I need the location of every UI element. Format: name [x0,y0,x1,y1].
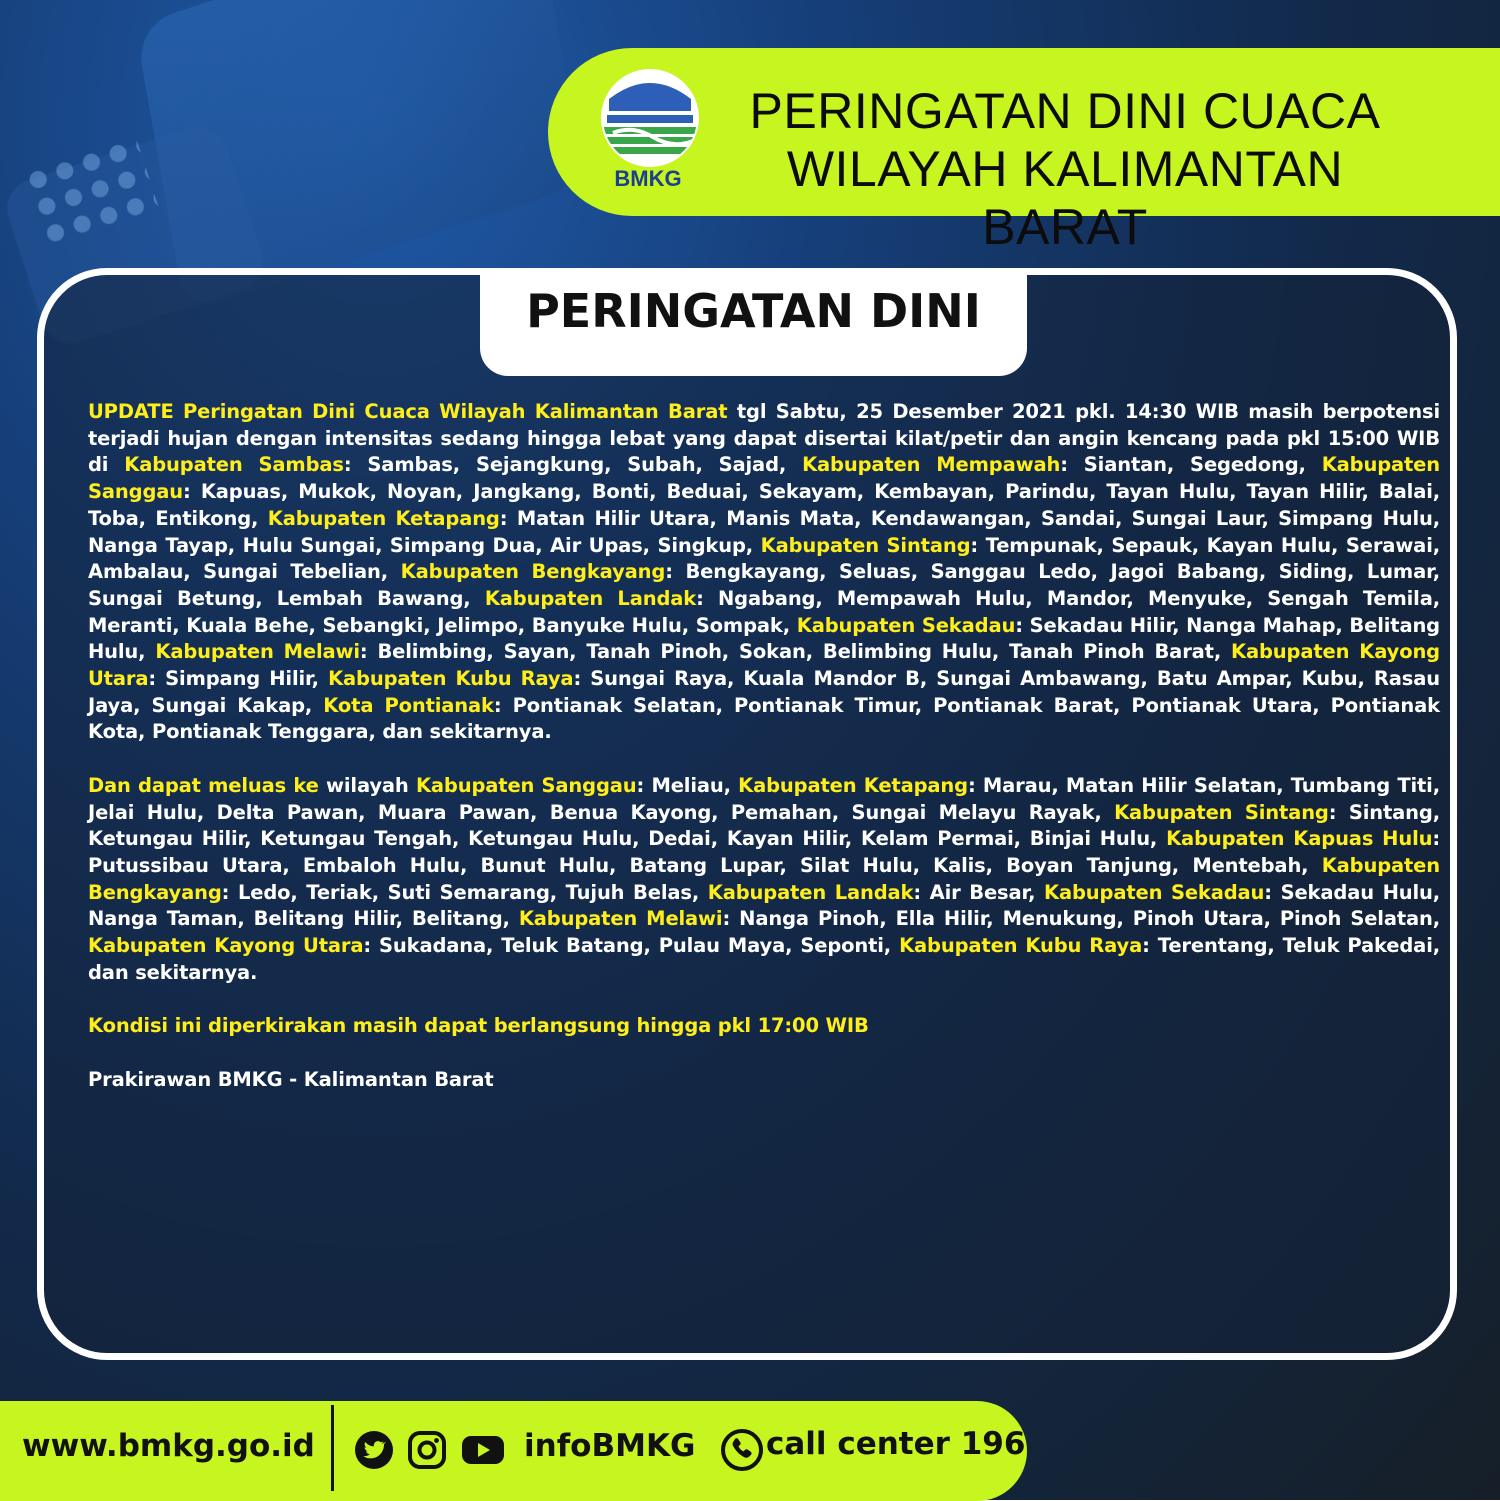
region-text: : Sekadau Hilir, Nanga Mahap, Belitang Hulu, [88,613,1440,664]
region-text: : Bengkayang, Seluas, Sanggau Ledo, Jagoi Babang, Siding, Lumar, Sungai Betung, Lembah Bawang, [88,560,1440,610]
region-highlight: Kabupaten Bengkayang [88,853,1440,904]
region-text: : Nanga Pinoh, Ella Hilir, Menukung, Pinoh Utara, Pinoh Selatan, [722,907,1441,931]
instagram-icon[interactable] [407,1430,447,1470]
region-highlight: Kabupaten Kubu Raya [899,934,1143,958]
region-text: : Marau, Matan Hilir Selatan, Tumbang Titi, Jelai Hulu, Delta Pawan, Muara Pawan, Benua Kayong, Pemahan, Sungai Melayu Rayak, [88,773,1440,824]
region-text: : Siantan, Segedong, [1060,453,1322,477]
call-center[interactable]: call center 196 [766,1426,1026,1462]
bmkg-logo [598,66,698,194]
region-text: : Pontianak Selatan, Pontianak Timur, Pontianak Barat, Pontianak Utara, Pontianak Kota, Pontianak Tenggara, dan sekitarnya. [88,693,1440,744]
region-highlight: Kabupaten Bengkayang [400,560,666,584]
region-highlight: Kabupaten Mempawah [802,453,1061,477]
region-highlight: Kabupaten Kapuas Hulu [1166,827,1433,851]
region-highlight: Kabupaten Sintang [1114,800,1329,824]
region-text: : Terentang, Teluk Pakedai, dan sekitarnya. [88,934,1440,984]
youtube-icon[interactable] [460,1430,506,1470]
region-text: : Air Besar, [913,880,1044,904]
header-title [720,82,1410,256]
region-text: : Kapuas, Mukok, Noyan, Jangkang, Bonti, Beduai, Sekayam, Kembayan, Parindu, Tayan Hulu, Tayan Hilir, Balai, Toba, Entikong, [88,480,1440,530]
region-text: : Belimbing, Sayan, Tanah Pinoh, Sokan, Belimbing Hulu, Tanah Pinoh Barat, [359,640,1232,664]
region-text: : Sekadau Hulu, Nanga Taman, Belitang Hilir, Belitang, [88,880,1441,931]
bmkg-logo-emblem-icon [601,69,699,167]
warning-content [88,399,1440,1120]
card-tab-title: PERINGATAN DINI [526,284,981,338]
region-highlight: Kabupaten Melawi [518,907,723,931]
region-text: : Sintang, Ketungau Hilir, Ketungau Tengah, Ketungau Hulu, Dedai, Kayan Hilir, Kelam Permai, Binjai Hulu, [88,800,1440,851]
region-text: : Ngabang, Mempawah Hulu, Mandor, Menyuke, Sengah Temila, Meranti, Kuala Behe, Sebangki, Jelimpo, Banyuke Hulu, Sompak, [88,586,1440,637]
forecaster-signature: Prakirawan BMKG - Kalimantan Barat [88,1067,494,1091]
region-highlight: Kabupaten Sanggau [88,453,1440,504]
region-highlight: Kabupaten Kayong Utara [88,934,364,958]
region-text: : Simpang Hilir, [148,667,329,691]
region-text: : Sambas, Sejangkung, Subah, Sajad, [343,453,803,477]
region-text: : Sungai Raya, Kuala Mandor B, Sungai Ambawang, Batu Ampar, Kubu, Rasau Jaya, Sungai Kakap, [88,667,1440,717]
region-highlight: Kabupaten Sintang [760,533,971,557]
region-text: : Sukadana, Teluk Batang, Pulau Maya, Seponti, [363,934,900,958]
region-highlight: Dan dapat meluas ke [88,773,319,797]
warning-paragraph-main [88,399,1440,746]
region-highlight: Kabupaten Kubu Raya [328,667,574,691]
region-highlight: Kabupaten Kayong Utara [88,640,1440,691]
website-link[interactable]: www.bmkg.go.id [22,1428,315,1464]
condition-note: Kondisi ini diperkirakan masih dapat berlangsung hingga pkl 17:00 WIB [88,1014,869,1038]
region-highlight: Kabupaten Melawi [155,640,360,664]
region-highlight: Kabupaten Sanggau [415,773,637,797]
region-text: tgl Sabtu, 25 Desember 2021 pkl. 14:30 WIB masih berpotensi terjadi hujan dengan intensitas sedang hingga lebat yang dapat disertai kilat/petir dan angin kencang pada pkl 15:00 WIB di [88,400,1441,477]
region-highlight: Kabupaten Ketapang [738,773,968,797]
region-highlight: Kabupaten Sekadau [1044,880,1265,904]
region-highlight: UPDATE Peringatan Dini Cuaca Wilayah Kalimantan Barat [88,400,728,423]
region-text: : Meliau, [636,773,739,797]
region-highlight: Kabupaten Sambas [124,453,344,477]
header-title-line2: WILAYAH KALIMANTAN BARAT [786,141,1344,255]
region-text: : Ledo, Teriak, Suti Semarang, Tujuh Belas, [221,880,708,904]
social-handle[interactable]: infoBMKG [524,1428,696,1464]
region-text: : Matan Hilir Utara, Manis Mata, Kendawangan, Sandai, Sungai Laur, Simpang Hulu, Nanga Tayap, Hulu Sungai, Simpang Dua, Air Upas, Singkup, [88,506,1440,557]
footer-divider [331,1405,334,1491]
header-title-line1: PERINGATAN DINI CUACA [749,83,1381,139]
region-text: : Tempunak, Sepauk, Kayan Hulu, Serawai, Ambalau, Sungai Tebelian, [88,533,1440,584]
region-text: : Putussibau Utara, Embaloh Hulu, Bunut Hulu, Batang Lupar, Silat Hulu, Kalis, Boyan Tanjung, Mentebah, [88,827,1440,877]
bmkg-logo-text: BMKG [614,166,682,191]
warning-paragraph-extension [88,773,1440,987]
region-highlight: Kabupaten Landak [484,586,697,610]
region-highlight: Kabupaten Sekadau [796,613,1016,637]
region-highlight: Kota Pontianak [323,693,494,717]
region-highlight: Kabupaten Ketapang [267,506,500,530]
phone-icon [720,1428,764,1472]
twitter-icon[interactable] [354,1430,394,1470]
region-highlight: Kabupaten Landak [707,880,914,904]
region-text: wilayah [318,773,416,797]
